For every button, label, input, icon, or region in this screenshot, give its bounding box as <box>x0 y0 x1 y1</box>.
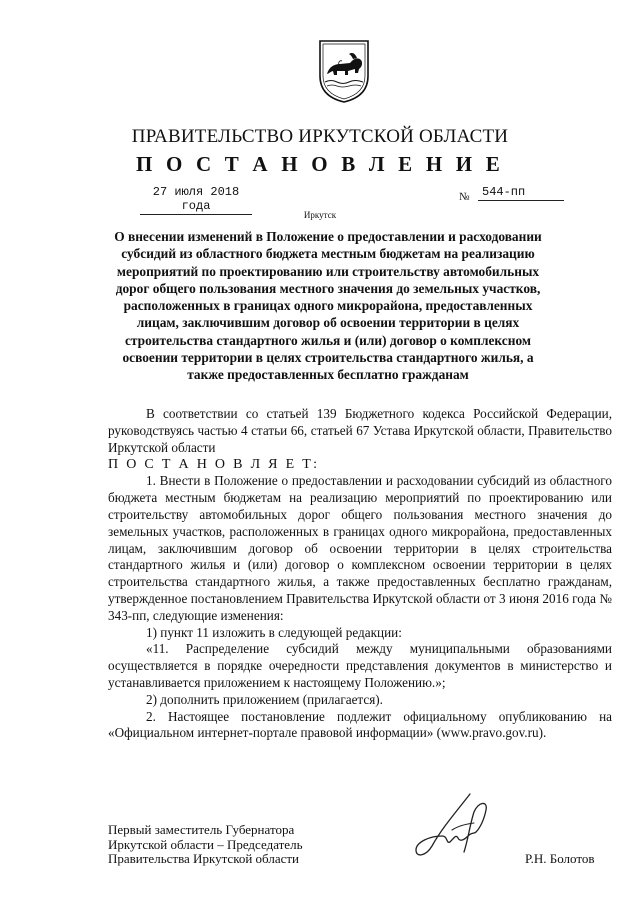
heading-line: освоении территории в целях строительства стандартного жилья, а <box>122 350 534 366</box>
document-number: 544-пп <box>478 185 564 201</box>
number-label: № <box>459 191 470 203</box>
preamble: В соответствии со статьей 139 Бюджетного кодекса Российской Федерации, руководствуясь частью 4 статьи 66, статьей 67 Устава Иркутской области, Правительство Иркутской области <box>108 406 612 455</box>
item-2: 2. Настоящее постановление подлежит официальному опубликованию на «Официальном интернет-портале правовой информации» (www.pravo.gov.ru). <box>108 708 612 741</box>
heading-line: лицам, заключившим договор об освоении территории в целях <box>136 315 520 331</box>
coat-of-arms-icon <box>317 38 371 104</box>
government-name: ПРАВИТЕЛЬСТВО ИРКУТСКОЙ ОБЛАСТИ <box>131 126 509 147</box>
item-1: 1. Внести в Положение о предоставлении и расходовании субсидий из областного бюджета местным бюджетам на реализацию мероприятий по проектированию или строительству автомобильных дорог общего пользования местного значения до земельных участков, расположенных в границах одного микрорайона, предоставленных лицам, заключившим договор об освоении территории в целях строительства стандартного жилья и (или) договор о комплексном освоении территории в целях строительства стандартного жилья, а также предоставленных бесплатно гражданам, утвержденное постановлением Правительства Иркутской области от 3 июня 2016 года № 343-пп, следующие изменения: <box>108 473 612 623</box>
signer-name: Р.Н. Болотов <box>525 851 595 866</box>
signer-position <box>108 823 303 867</box>
heading-line: строительства стандартного жилья и (или) договор о комплексном <box>124 332 532 348</box>
decree-word: П О С Т А Н О В Л Я Е Т: <box>108 457 320 473</box>
city: Иркутск <box>303 210 337 220</box>
signer-position-line: Иркутской области – Председатель <box>108 836 303 852</box>
document-date: 27 июля 2018 года <box>140 185 252 215</box>
document-type: П О С Т А Н О В Л Е Н И Е <box>135 152 504 176</box>
heading-line: также предоставленных бесплатно гражданам <box>187 367 469 383</box>
heading-line: мероприятий по проектированию или строительству автомобильных <box>116 263 540 279</box>
heading-line: расположенных в границах одного микрорайона, предоставленных <box>123 298 533 314</box>
heading-line: О внесении изменений в Положение о предоставлении и расходовании <box>114 229 542 244</box>
quoted-amendment: «11. Распределение субсидий между муниципальными образованиями осуществляется в порядке очередности представления документов в министерство и устанавливается приложением к настоящему Положению.»; <box>108 641 612 690</box>
sub-item-2: 2) дополнить приложением (прилагается). <box>146 691 383 707</box>
heading-line: субсидий из областного бюджета местным бюджетам на реализацию <box>121 246 535 262</box>
signer-position-line: Правительства Иркутской области <box>108 851 300 866</box>
signer-position-line: Первый заместитель Губернатора <box>108 822 295 837</box>
heading-line: дорог общего пользования местного значения до земельных участков, <box>115 280 541 296</box>
sub-item-1: 1) пункт 11 изложить в следующей редакции: <box>146 624 402 640</box>
document-body <box>108 406 612 742</box>
document-heading <box>114 228 542 384</box>
handwritten-signature <box>412 790 496 872</box>
